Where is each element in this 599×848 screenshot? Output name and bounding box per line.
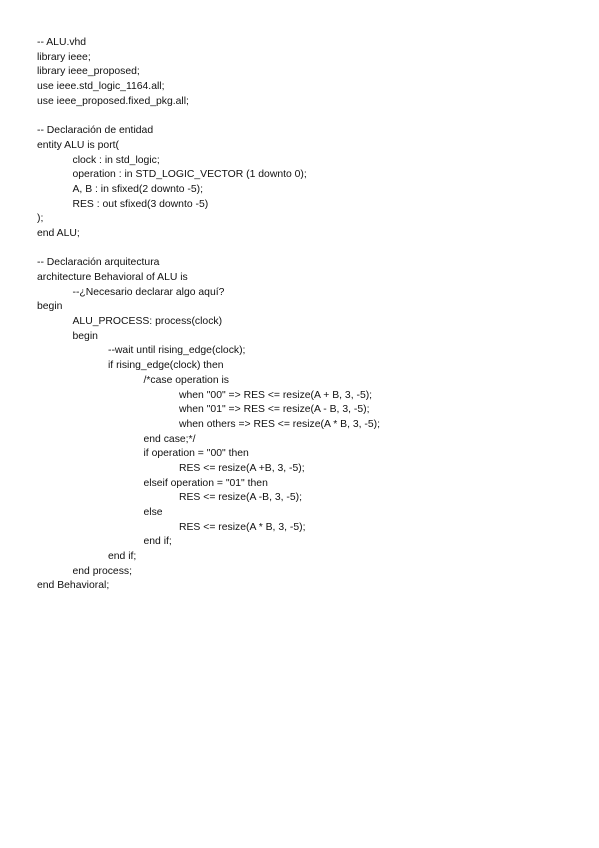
code-listing (37, 36, 589, 594)
code-line: --¿Necesario declarar algo aquí? (72, 286, 225, 298)
code-line: library ieee_proposed; (37, 66, 140, 78)
code-line: end process; (72, 565, 132, 577)
code-line: if rising_edge(clock) then (108, 360, 224, 372)
code-line: end if; (143, 536, 172, 548)
code-line: -- Declaración de entidad (37, 125, 154, 137)
code-line: elseif operation = "01" then (143, 477, 268, 489)
code-line: library ieee; (37, 51, 91, 63)
code-line: when "00" => RES <= resize(A + B, 3, -5); (179, 389, 373, 401)
blank-line (37, 242, 589, 257)
code-line: end if; (108, 551, 137, 563)
blank-line (37, 109, 589, 124)
code-line: when "01" => RES <= resize(A - B, 3, -5); (179, 404, 370, 416)
code-line: else (143, 507, 163, 518)
code-line: /*case operation is (143, 374, 229, 386)
code-line: --wait until rising_edge(clock); (108, 345, 246, 357)
code-line: RES : out sfixed(3 downto -5) (72, 198, 209, 210)
code-line: begin (37, 301, 63, 313)
code-line: RES <= resize(A -B, 3, -5); (179, 492, 302, 504)
code-line: when others => RES <= resize(A * B, 3, -5); (179, 418, 380, 430)
code-line: -- ALU.vhd (37, 37, 87, 48)
code-line: RES <= resize(A +B, 3, -5); (179, 462, 305, 474)
code-line: ALU_PROCESS: process(clock) (72, 316, 223, 328)
code-line: architecture Behavioral of ALU is (37, 272, 188, 283)
code-line: A, B : in sfixed(2 downto -5); (72, 183, 204, 195)
code-line: use ieee_proposed.fixed_pkg.all; (37, 95, 189, 107)
code-line: end ALU; (37, 227, 80, 239)
code-line: begin (72, 330, 98, 342)
code-line: end case;*/ (143, 433, 196, 445)
code-line: RES <= resize(A * B, 3, -5); (179, 521, 306, 533)
code-line: clock : in std_logic; (72, 154, 160, 166)
code-line: ); (37, 213, 44, 225)
code-line: if operation = "00" then (143, 448, 249, 460)
code-line: end Behavioral; (37, 580, 110, 592)
code-line: entity ALU is port( (37, 139, 120, 151)
code-line: -- Declaración arquitectura (37, 257, 160, 269)
code-line: use ieee.std_logic_1164.all; (37, 81, 165, 93)
code-line: operation : in STD_LOGIC_VECTOR (1 downto 0); (72, 169, 307, 181)
